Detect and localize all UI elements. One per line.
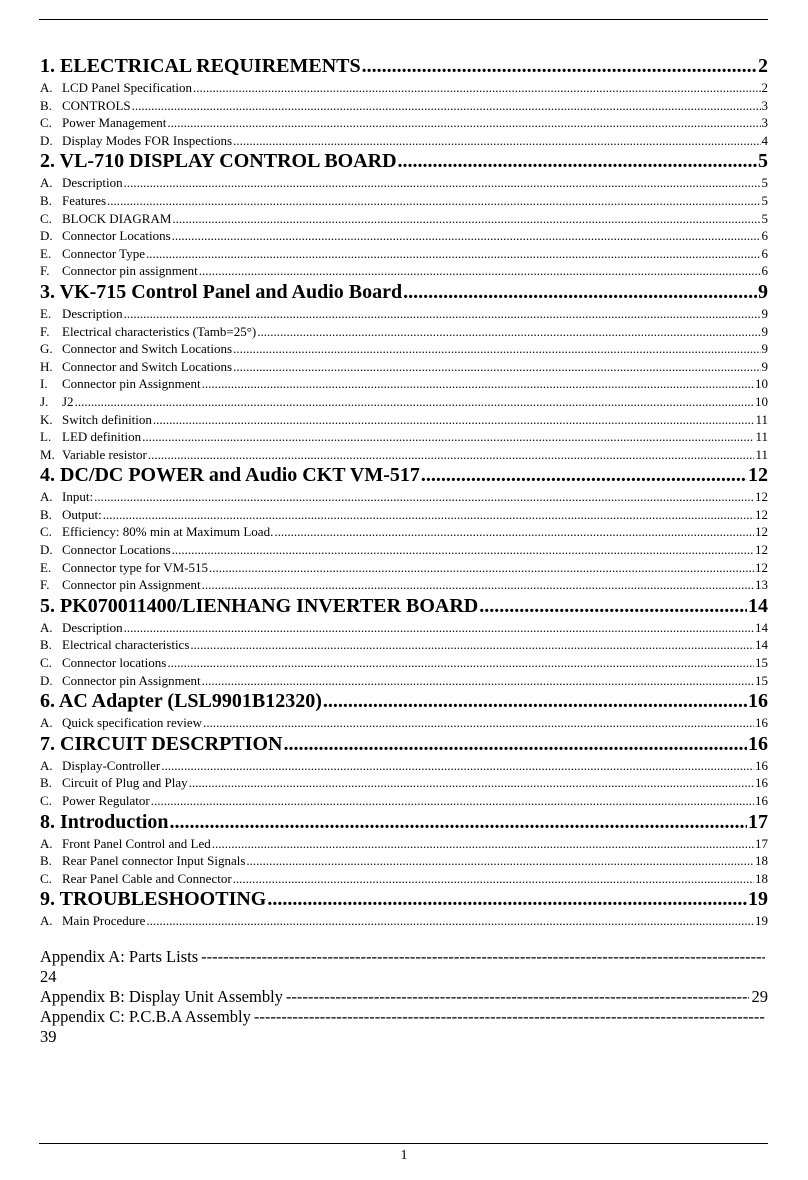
toc-entry[interactable] bbox=[40, 654, 768, 672]
entry-page: 12 bbox=[755, 542, 768, 558]
entry-page: 9 bbox=[761, 323, 768, 339]
toc-section-heading[interactable] bbox=[40, 149, 768, 174]
entry-label bbox=[40, 654, 166, 672]
entry-text: Front Panel Control and Led bbox=[62, 835, 211, 851]
section-title: 4. DC/DC POWER and Audio CKT VM-517 bbox=[40, 464, 420, 487]
appendix-page: 29 bbox=[751, 987, 768, 1006]
toc-entry[interactable] bbox=[40, 132, 768, 150]
entry-page: 12 bbox=[755, 559, 768, 575]
entry-label bbox=[40, 411, 152, 429]
dot-leader bbox=[233, 340, 760, 358]
toc-entry[interactable] bbox=[40, 375, 768, 393]
entry-text: LCD Panel Specification bbox=[62, 80, 192, 95]
entry-text: Rear Panel Cable and Connector bbox=[62, 870, 232, 886]
entry-page: 3 bbox=[761, 97, 768, 113]
dot-leader bbox=[479, 594, 747, 619]
entry-page: 6 bbox=[761, 263, 768, 279]
toc-entry[interactable] bbox=[40, 428, 768, 446]
entry-page: 5 bbox=[761, 192, 768, 208]
entry-letter: D. bbox=[40, 542, 53, 558]
toc-entry[interactable] bbox=[40, 792, 768, 810]
entry-text: Power Management bbox=[62, 115, 167, 131]
entry-letter: A. bbox=[40, 835, 53, 851]
entry-text: Switch definition bbox=[62, 411, 152, 427]
entry-label bbox=[40, 541, 171, 559]
entry-page: 18 bbox=[755, 853, 768, 869]
toc-entry[interactable] bbox=[40, 523, 768, 541]
entry-letter: H. bbox=[40, 358, 53, 374]
entry-label bbox=[40, 523, 273, 541]
entry-letter: A. bbox=[40, 757, 53, 773]
dot-leader bbox=[107, 192, 760, 210]
entry-page: 18 bbox=[755, 870, 768, 886]
toc-section-heading[interactable] bbox=[40, 54, 768, 79]
entry-text: CONTROLS bbox=[62, 97, 131, 113]
toc-entry[interactable] bbox=[40, 559, 768, 577]
appendix-entry[interactable] bbox=[40, 1007, 768, 1027]
toc-entry[interactable] bbox=[40, 340, 768, 358]
entry-letter: C. bbox=[40, 793, 52, 808]
entry-letter: B. bbox=[40, 506, 52, 522]
section-title: 6. AC Adapter (LSL9901B12320) bbox=[40, 690, 322, 713]
dot-leader bbox=[172, 541, 754, 559]
toc-entry[interactable] bbox=[40, 506, 768, 524]
header-rule bbox=[39, 19, 768, 20]
section-page: 17 bbox=[748, 810, 768, 833]
appendix-list bbox=[40, 947, 768, 1047]
entry-page: 16 bbox=[755, 775, 768, 791]
toc-entry[interactable] bbox=[40, 227, 768, 245]
entry-page: 16 bbox=[755, 715, 768, 731]
entry-label bbox=[40, 774, 188, 792]
dot-leader bbox=[75, 393, 754, 411]
entry-text: Variable resistor bbox=[62, 446, 147, 462]
entry-text: Connector type for VM-515 bbox=[62, 559, 208, 575]
entry-label bbox=[40, 358, 232, 376]
entry-letter: C. bbox=[40, 524, 52, 540]
dot-leader bbox=[170, 810, 747, 835]
entry-text: Connector locations bbox=[62, 655, 167, 671]
dot-leader bbox=[153, 411, 755, 429]
entry-page: 15 bbox=[755, 672, 768, 688]
entry-letter: A. bbox=[40, 175, 53, 191]
entry-text: Connector Locations bbox=[62, 228, 171, 244]
appendix-label: Appendix C: P.C.B.A Assembly bbox=[40, 1007, 251, 1026]
entry-label bbox=[40, 227, 171, 245]
entry-page: 16 bbox=[755, 793, 768, 808]
entry-page: 19 bbox=[755, 913, 768, 929]
section-page: 16 bbox=[748, 690, 768, 713]
dot-leader bbox=[148, 446, 755, 464]
toc-entry[interactable] bbox=[40, 774, 768, 792]
entry-letter: M. bbox=[40, 446, 55, 462]
entry-label bbox=[40, 262, 198, 280]
toc-section-heading[interactable] bbox=[40, 280, 768, 305]
toc-entry[interactable] bbox=[40, 912, 768, 930]
dot-leader bbox=[421, 463, 747, 488]
section-title: 3. VK-715 Control Panel and Audio Board bbox=[40, 280, 403, 303]
entry-page: 10 bbox=[755, 376, 768, 392]
entry-text: Electrical characteristics bbox=[62, 637, 190, 653]
entry-letter: D. bbox=[40, 132, 53, 148]
entry-letter: K. bbox=[40, 411, 53, 427]
section-page: 9 bbox=[758, 280, 768, 303]
dash-leader bbox=[201, 947, 765, 967]
entry-page: 16 bbox=[755, 757, 768, 773]
entry-label bbox=[40, 559, 208, 577]
dot-leader bbox=[362, 54, 757, 79]
entry-letter: C. bbox=[40, 210, 52, 226]
entry-text: Features bbox=[62, 192, 107, 208]
toc-entry[interactable] bbox=[40, 835, 768, 853]
entry-letter: A. bbox=[40, 715, 53, 731]
dash-leader bbox=[254, 1007, 765, 1027]
entry-label bbox=[40, 97, 131, 115]
section-title: 9. TROUBLESHOOTING bbox=[40, 888, 267, 911]
dot-leader bbox=[124, 619, 754, 637]
dot-leader bbox=[146, 912, 754, 930]
appendix-page: 24 bbox=[40, 967, 57, 986]
entry-letter: A. bbox=[40, 489, 53, 505]
toc-entry[interactable] bbox=[40, 79, 768, 97]
entry-label bbox=[40, 245, 145, 263]
entry-text: Connector Type bbox=[62, 245, 145, 261]
entry-letter: I. bbox=[40, 376, 48, 392]
entry-letter: B. bbox=[40, 637, 52, 653]
entry-label bbox=[40, 132, 232, 150]
entry-text: J2 bbox=[62, 393, 74, 409]
entry-letter: F. bbox=[40, 263, 50, 279]
entry-label bbox=[40, 323, 256, 341]
toc-section-heading[interactable] bbox=[40, 463, 768, 488]
entry-page: 12 bbox=[755, 489, 768, 505]
dot-leader bbox=[94, 488, 754, 506]
footer-rule bbox=[39, 1143, 768, 1144]
entry-label bbox=[40, 114, 166, 132]
toc-section-heading[interactable] bbox=[40, 689, 768, 714]
dot-leader bbox=[172, 210, 760, 228]
entry-letter: A. bbox=[40, 619, 53, 635]
entry-page: 15 bbox=[755, 655, 768, 671]
entry-page: 17 bbox=[755, 835, 768, 851]
entry-text: Quick specification review bbox=[62, 715, 203, 731]
toc-entry[interactable] bbox=[40, 619, 768, 637]
entry-page: 10 bbox=[755, 393, 768, 409]
entry-letter: C. bbox=[40, 655, 52, 671]
section-page: 14 bbox=[748, 594, 768, 617]
toc-entry[interactable] bbox=[40, 210, 768, 228]
dot-leader bbox=[161, 757, 754, 775]
dot-leader bbox=[202, 576, 754, 594]
entry-label bbox=[40, 912, 145, 930]
toc-entry[interactable] bbox=[40, 245, 768, 263]
entry-label bbox=[40, 340, 232, 358]
dot-leader bbox=[193, 79, 761, 97]
entry-letter: B. bbox=[40, 192, 52, 208]
dot-leader bbox=[103, 506, 754, 524]
entry-page: 11 bbox=[755, 446, 768, 462]
table-of-contents bbox=[40, 54, 768, 930]
dot-leader bbox=[398, 149, 757, 174]
section-page: 5 bbox=[758, 150, 768, 173]
page-number: 1 bbox=[400, 1148, 408, 1163]
toc-entry[interactable] bbox=[40, 174, 768, 192]
entry-label bbox=[40, 576, 201, 594]
toc-entry[interactable] bbox=[40, 852, 768, 870]
toc-entry[interactable] bbox=[40, 672, 768, 690]
dot-leader bbox=[233, 358, 760, 376]
entry-text: BLOCK DIAGRAM bbox=[62, 210, 172, 226]
entry-label bbox=[40, 506, 102, 524]
entry-label bbox=[40, 636, 189, 654]
dot-leader bbox=[167, 654, 754, 672]
toc-entry[interactable] bbox=[40, 305, 768, 323]
section-page: 12 bbox=[748, 464, 768, 487]
dot-leader bbox=[189, 774, 754, 792]
entry-text: Connector pin assignment bbox=[62, 263, 198, 279]
entry-page: 6 bbox=[761, 228, 768, 244]
appendix-label: Appendix B: Display Unit Assembly bbox=[40, 987, 283, 1006]
toc-entry[interactable] bbox=[40, 97, 768, 115]
entry-label bbox=[40, 792, 150, 810]
entry-label bbox=[40, 79, 192, 97]
section-title: 1. ELECTRICAL REQUIREMENTS bbox=[40, 55, 361, 77]
entry-text: Efficiency: 80% min at Maximum Load. bbox=[62, 524, 274, 540]
dot-leader bbox=[403, 280, 757, 305]
toc-entry[interactable] bbox=[40, 488, 768, 506]
entry-page: 6 bbox=[761, 245, 768, 261]
entry-letter: C. bbox=[40, 870, 52, 886]
entry-letter: G. bbox=[40, 341, 53, 357]
entry-text: Input: bbox=[62, 489, 94, 505]
toc-entry[interactable] bbox=[40, 870, 768, 888]
section-title: 5. PK070011400/LIENHANG INVERTER BOARD bbox=[40, 594, 479, 617]
dot-leader bbox=[124, 305, 761, 323]
entry-letter: A. bbox=[40, 80, 53, 95]
entry-label bbox=[40, 835, 211, 853]
section-title: 7. CIRCUIT DESCRPTION bbox=[40, 732, 283, 755]
entry-page: 14 bbox=[755, 619, 768, 635]
entry-label bbox=[40, 488, 93, 506]
entry-page: 2 bbox=[761, 80, 768, 95]
dot-leader bbox=[151, 792, 754, 810]
entry-label bbox=[40, 714, 202, 732]
entry-page: 5 bbox=[761, 210, 768, 226]
dot-leader bbox=[202, 672, 754, 690]
entry-letter: E. bbox=[40, 305, 52, 321]
entry-text: Circuit of Plug and Play bbox=[62, 775, 188, 791]
dot-leader bbox=[172, 227, 761, 245]
appendix-entry[interactable] bbox=[40, 987, 768, 1007]
toc-entry[interactable] bbox=[40, 393, 768, 411]
section-page: 2 bbox=[758, 55, 768, 77]
dot-leader bbox=[212, 835, 754, 853]
dot-leader bbox=[190, 636, 754, 654]
entry-text: LED definition bbox=[62, 429, 142, 445]
entry-text: Display Modes FOR Inspections bbox=[62, 132, 233, 148]
toc-entry[interactable] bbox=[40, 446, 768, 464]
section-page: 16 bbox=[748, 732, 768, 755]
entry-letter: D. bbox=[40, 672, 53, 688]
entry-letter: C. bbox=[40, 115, 52, 131]
entry-text: Output: bbox=[62, 506, 102, 522]
entry-letter: F. bbox=[40, 577, 50, 593]
dot-leader bbox=[199, 262, 761, 280]
entry-text: Description bbox=[62, 305, 123, 321]
toc-entry[interactable] bbox=[40, 757, 768, 775]
section-title: 2. VL-710 DISPLAY CONTROL BOARD bbox=[40, 150, 397, 173]
dot-leader bbox=[202, 375, 754, 393]
toc-entry[interactable] bbox=[40, 114, 768, 132]
entry-label bbox=[40, 446, 147, 464]
appendix-label: Appendix A: Parts Lists bbox=[40, 947, 199, 966]
entry-letter: F. bbox=[40, 323, 50, 339]
toc-entry[interactable] bbox=[40, 323, 768, 341]
entry-page: 9 bbox=[761, 341, 768, 357]
dot-leader bbox=[267, 887, 747, 912]
entry-page: 12 bbox=[755, 506, 768, 522]
entry-label bbox=[40, 174, 123, 192]
toc-entry[interactable] bbox=[40, 541, 768, 559]
entry-text: Display-Controller bbox=[62, 757, 161, 773]
appendix-page: 39 bbox=[40, 1027, 57, 1046]
entry-label bbox=[40, 305, 123, 323]
section-title: 8. Introduction bbox=[40, 810, 169, 833]
entry-letter: D. bbox=[40, 228, 53, 244]
dot-leader bbox=[257, 323, 760, 341]
entry-letter: E. bbox=[40, 559, 52, 575]
entry-text: Power Regulator bbox=[62, 793, 150, 808]
entry-label bbox=[40, 393, 74, 411]
entry-letter: J. bbox=[40, 393, 49, 409]
entry-label bbox=[40, 757, 160, 775]
entry-text: Description bbox=[62, 175, 123, 191]
entry-label bbox=[40, 852, 245, 870]
entry-letter: B. bbox=[40, 853, 52, 869]
toc-entry[interactable] bbox=[40, 411, 768, 429]
toc-entry[interactable] bbox=[40, 358, 768, 376]
section-page: 19 bbox=[748, 888, 768, 911]
dot-leader bbox=[233, 870, 754, 888]
entry-page: 12 bbox=[755, 524, 768, 540]
entry-text: Rear Panel connector Input Signals bbox=[62, 853, 246, 869]
entry-letter: B. bbox=[40, 775, 52, 791]
entry-text: Description bbox=[62, 619, 123, 635]
entry-label bbox=[40, 619, 123, 637]
dot-leader bbox=[209, 559, 754, 577]
dot-leader bbox=[167, 114, 760, 132]
dot-leader bbox=[132, 97, 761, 115]
dash-leader bbox=[286, 987, 749, 1007]
dot-leader bbox=[246, 852, 754, 870]
entry-text: Connector and Switch Locations bbox=[62, 341, 233, 357]
toc-entry[interactable] bbox=[40, 262, 768, 280]
dot-leader bbox=[283, 732, 747, 757]
entry-label bbox=[40, 210, 171, 228]
dot-leader bbox=[323, 689, 747, 714]
entry-text: Connector pin Assignment bbox=[62, 376, 201, 392]
entry-text: Main Procedure bbox=[62, 913, 146, 929]
entry-text: Electrical characteristics (Tamb=25°) bbox=[62, 323, 257, 339]
entry-page: 9 bbox=[761, 358, 768, 374]
entry-letter: L. bbox=[40, 429, 52, 445]
entry-letter: B. bbox=[40, 97, 52, 113]
entry-text: Connector pin Assignment bbox=[62, 672, 201, 688]
entry-label bbox=[40, 428, 141, 446]
dot-leader bbox=[142, 428, 754, 446]
entry-page: 9 bbox=[761, 305, 768, 321]
dot-leader bbox=[124, 174, 761, 192]
appendix-entry[interactable] bbox=[40, 947, 768, 967]
dot-leader bbox=[203, 714, 754, 732]
entry-text: Connector pin Assignment bbox=[62, 577, 201, 593]
dot-leader bbox=[146, 245, 761, 263]
entry-page: 11 bbox=[755, 429, 768, 445]
toc-entry[interactable] bbox=[40, 576, 768, 594]
dot-leader bbox=[274, 523, 754, 541]
toc-entry[interactable] bbox=[40, 636, 768, 654]
entry-text: Connector Locations bbox=[62, 542, 171, 558]
entry-letter: A. bbox=[40, 913, 53, 929]
entry-page: 14 bbox=[755, 637, 768, 653]
entry-page: 11 bbox=[755, 411, 768, 427]
entry-page: 4 bbox=[761, 132, 768, 148]
toc-entry[interactable] bbox=[40, 192, 768, 210]
entry-text: Connector and Switch Locations bbox=[62, 358, 233, 374]
entry-page: 5 bbox=[761, 175, 768, 191]
entry-page: 3 bbox=[761, 115, 768, 131]
entry-label bbox=[40, 870, 232, 888]
dot-leader bbox=[233, 132, 760, 150]
entry-label bbox=[40, 192, 106, 210]
toc-section-heading[interactable] bbox=[40, 887, 768, 912]
entry-label bbox=[40, 375, 201, 393]
toc-section-heading[interactable] bbox=[40, 810, 768, 835]
toc-section-heading[interactable] bbox=[40, 594, 768, 619]
entry-label bbox=[40, 672, 201, 690]
toc-section-heading[interactable] bbox=[40, 732, 768, 757]
entry-page: 13 bbox=[755, 577, 768, 593]
entry-letter: E. bbox=[40, 245, 52, 261]
toc-entry[interactable] bbox=[40, 714, 768, 732]
